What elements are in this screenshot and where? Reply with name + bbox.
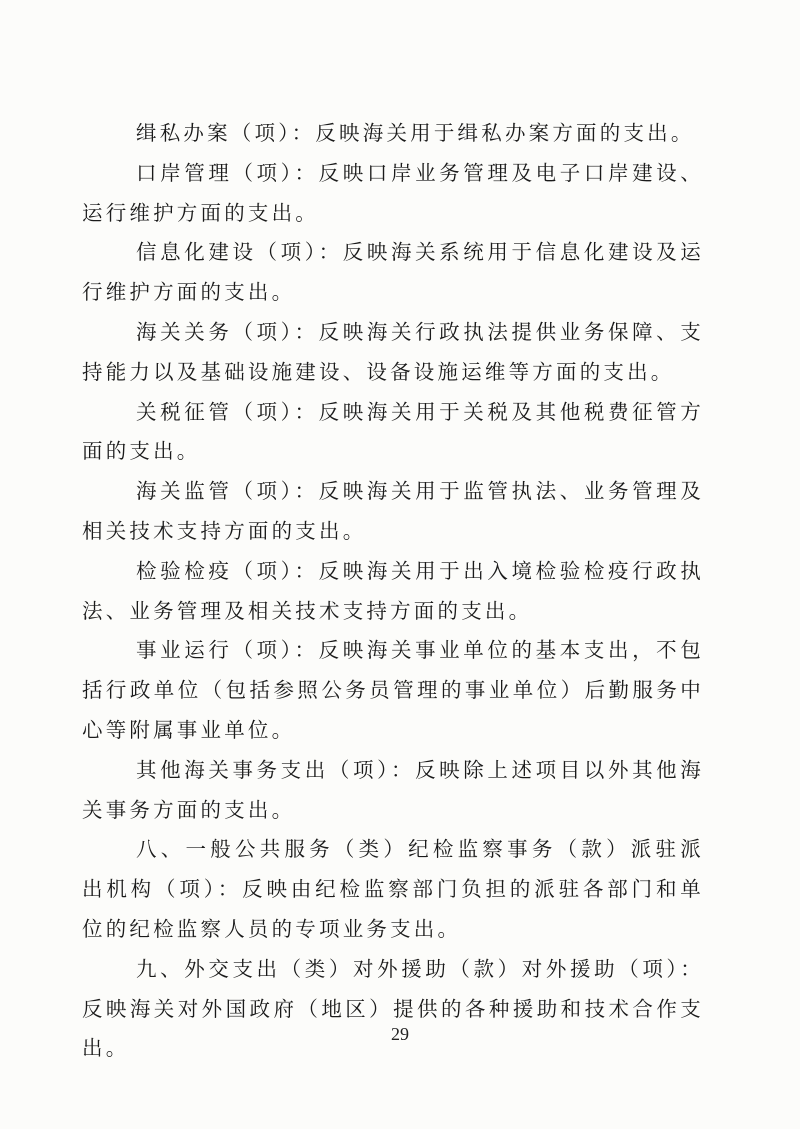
paragraph-customs-supervision: 海关监管（项）：反映海关用于监管执法、业务管理及相关技术支持方面的支出。 bbox=[82, 479, 704, 543]
page-number: 29 bbox=[391, 1024, 409, 1044]
paragraph-section-eight: 八、一般公共服务（类）纪检监察事务（款）派驻派出机构（项）：反映由纪检监察部门负担的派驻各部门和单位的纪检监察人员的专项业务支出。 bbox=[82, 837, 704, 941]
paragraph-section-nine: 九、外交支出（类）对外援助（款）对外援助（项）： 反映海关对外国政府（地区）提供的各种援助和技术合作支出。 bbox=[82, 956, 704, 1061]
paragraph-institution-operation: 事业运行（项）：反映海关事业单位的基本支出，不包括行政单位（包括参照公务员管理的事业单位）后勤服务中心等附属事业单位。 bbox=[82, 638, 704, 742]
paragraph-other-customs-expenditure: 其他海关事务支出（项）：反映除上述项目以外其他海 关事务方面的支出。 bbox=[82, 757, 704, 822]
paragraph-port-management: 口岸管理（项）：反映口岸业务管理及电子口岸建设、运行维护方面的支出。 bbox=[82, 160, 704, 225]
paragraph-tariff-collection: 关税征管（项）：反映海关用于关税及其他税费征管方面的支出。 bbox=[82, 399, 704, 464]
paragraph-inspection-quarantine: 检验检疫（项）：反映海关用于出入境检验检疫行政执法、业务管理及相关技术支持方面的支出。 bbox=[82, 558, 704, 623]
document-body bbox=[82, 114, 704, 1069]
paragraph-informatization: 信息化建设（项）：反映海关系统用于信息化建设及运行维护方面的支出。 bbox=[82, 240, 704, 305]
paragraph-customs-affairs: 海关关务（项）：反映海关行政执法提供业务保障、支持能力以及基础设施建设、设备设施运维等方面的支出。 bbox=[82, 319, 704, 384]
paragraph-anti-smuggling: 缉私办案（项）：反映海关用于缉私办案方面的支出。 bbox=[136, 121, 695, 145]
